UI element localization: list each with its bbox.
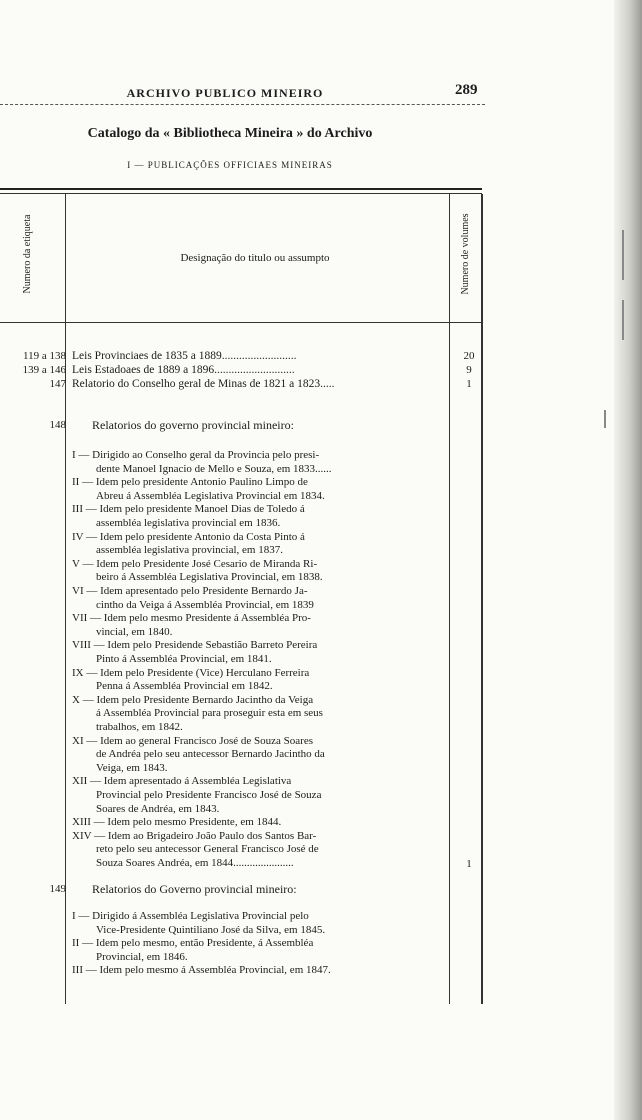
item-line: Provincial, em 1846.	[96, 950, 188, 963]
item-line: VII — Idem pelo mesmo Presidente á Assembléa Pro-	[72, 612, 311, 625]
column-header-number: Numero da etiqueta	[22, 214, 33, 294]
row-volumes: 9	[466, 364, 472, 376]
item-line: assembléa legislativa provincial em 1836.	[96, 516, 281, 529]
list-item	[72, 585, 448, 612]
list-item	[72, 830, 448, 871]
item-line: X — Idem pelo Presidente Bernardo Jacintho da Veiga	[72, 693, 314, 706]
edge-mark	[622, 230, 624, 280]
list-item	[72, 735, 448, 776]
catalog-title: Catalogo da « Bibliotheca Mineira » do Archivo	[87, 126, 373, 141]
list-item	[72, 937, 448, 964]
item-line: I — Dirigido ao Conselho geral da Provincia pelo presi-	[72, 449, 320, 461]
item-line: VI — Idem apresentado pelo Presidente Bernardo Ja-	[72, 585, 308, 597]
item-line: IV — Idem pelo presidente Antonio da Costa Pinto á	[72, 530, 305, 543]
header-rule	[0, 104, 485, 105]
item-line: V — Idem pelo Presidente José Cesario de Miranda Ri-	[72, 557, 318, 570]
item-line: III — Idem pelo presidente Manoel Dias de Toledo á	[72, 503, 305, 516]
item-line: beiro á Assembléa Legislativa Provincial, em 1838.	[96, 571, 323, 584]
item-line: II — Idem pelo mesmo, então Presidente, á Assembléa	[72, 937, 314, 950]
list-item	[72, 612, 448, 639]
table-top-rule-thin	[0, 193, 482, 194]
list-item	[72, 694, 448, 735]
list-item	[72, 910, 448, 937]
item-line: VIII — Idem pelo Presidende Sebastião Barreto Pereira	[72, 639, 318, 652]
list-item	[72, 639, 448, 666]
list-item	[72, 816, 448, 830]
column-header-volumes: Numero de volumes	[460, 213, 471, 295]
item-line: III — Idem pelo mesmo á Assembléa Provincial, em 1847.	[72, 964, 331, 977]
section-number: 149	[49, 883, 66, 895]
item-line: assembléa legislativa provincial, em 1837.	[96, 544, 283, 557]
column-header-designation: Designação do titulo ou assumpto	[180, 252, 330, 264]
row-designation: Leis Estadoaes de 1889 a 1896............................	[72, 364, 295, 376]
row-designation: Leis Provinciaes de 1835 a 1889..........................	[72, 350, 297, 362]
page-number: 289	[455, 82, 478, 98]
table-header-rule	[0, 322, 482, 323]
list-item	[72, 667, 448, 694]
item-line: IX — Idem pelo Presidente (Vice) Herculano Ferreira	[72, 666, 310, 679]
list-item	[72, 503, 448, 530]
item-line: Abreu á Assembléa Legislativa Provincial em 1834.	[96, 489, 325, 502]
edge-mark	[622, 300, 624, 340]
section-heading: Relatorios do governo provincial mineiro:	[92, 418, 294, 432]
row-volumes: 1	[466, 858, 472, 870]
row-volumes: 20	[463, 350, 475, 362]
item-line: Pinto á Assembléa Provincial, em 1841.	[96, 652, 272, 665]
list-item	[72, 775, 448, 816]
list-item	[72, 964, 448, 978]
list-item	[72, 449, 448, 476]
item-line: XI — Idem ao general Francisco José de Souza Soares	[72, 734, 314, 747]
item-line: trabalhos, em 1842.	[96, 720, 183, 733]
item-line: II — Idem pelo presidente Antonio Paulino Limpo de	[72, 476, 308, 489]
row-designation: Relatorio do Conselho geral de Minas de 1821 a 1823.....	[72, 378, 335, 390]
list-item	[72, 531, 448, 558]
item-line: á Assembléa Provincial para proseguir esta em seus	[96, 707, 323, 720]
list-item	[72, 476, 448, 503]
page-edge-shadow	[614, 0, 642, 1120]
row-number: 147	[49, 378, 66, 390]
item-line: XII — Idem apresentado á Assembléa Legislativa	[72, 775, 292, 788]
list-item	[72, 558, 448, 585]
item-line: dente Manoel Ignacio de Mello e Souza, em 1833......	[96, 462, 332, 475]
item-line: Souza Soares Andréa, em 1844......................	[96, 856, 294, 869]
item-line: Provincial pelo Presidente Francisco José de Souza	[96, 788, 322, 801]
item-line: vincial, em 1840.	[96, 625, 173, 638]
item-line: Penna á Assembléa Provincial em 1842.	[96, 680, 273, 693]
row-number: 119 a 138	[23, 350, 66, 362]
item-line: Soares de Andréa, em 1843.	[96, 802, 220, 815]
row-number: 139 a 146	[22, 364, 66, 376]
page-header	[0, 80, 642, 106]
item-line: cintho da Veiga á Assembléa Provincial, em 1839	[96, 598, 314, 611]
item-line: Vice-Presidente Quintiliano José da Silva, em 1845.	[96, 923, 326, 936]
catalog-subtitle: I — PUBLICAÇÕES OFFICIAES MINEIRAS	[127, 160, 333, 170]
row-volumes: 1	[466, 378, 472, 390]
item-line: Veiga, em 1843.	[96, 761, 168, 774]
item-line: XIII — Idem pelo mesmo Presidente, em 1844.	[72, 816, 282, 829]
edge-mark	[604, 410, 606, 428]
item-line: reto pelo seu antecessor General Francisco José de	[96, 843, 319, 856]
column-divider-volumes	[449, 194, 450, 1004]
table-right-border	[481, 194, 483, 1004]
section-number: 148	[49, 419, 66, 431]
table-top-rule	[0, 188, 482, 190]
section-heading: Relatorios do Governo provincial mineiro:	[92, 882, 297, 896]
item-line: I — Dirigido á Assembléa Legislativa Provincial pelo	[72, 910, 309, 922]
item-line: XIV — Idem ao Brigadeiro João Paulo dos Santos Bar-	[72, 829, 317, 842]
running-title: ARCHIVO PUBLICO MINEIRO	[126, 86, 324, 100]
item-line: de Andréa pelo seu antecessor Bernardo Jacintho da	[96, 748, 325, 761]
